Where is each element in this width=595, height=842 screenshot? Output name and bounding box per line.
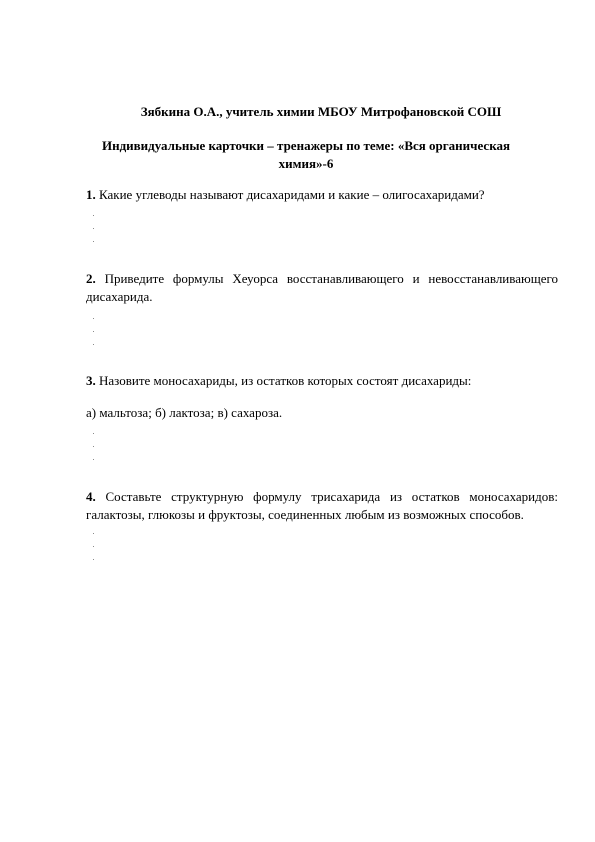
question-3-number: 3. (86, 373, 96, 388)
question-1-text: Какие углеводы называют дисахаридами и какие – олигосахаридами? (95, 187, 485, 202)
answer-space-3 (93, 433, 97, 472)
question-3-options: а) мальтоза; б) лактоза; в) сахароза. (86, 405, 283, 420)
question-4-text: Составьте структурную формулу трисахарида из остатков моносахаридов: галактозы, глюкозы и фруктозы, соединенных любым из возможных способов. (86, 489, 558, 522)
author-line: Зябкина О.А., учитель химии МБОУ Митрофановской СОШ (140, 104, 502, 119)
question-2 (86, 270, 558, 306)
question-1 (86, 186, 558, 204)
answer-space-2 (93, 318, 97, 357)
question-1-number: 1. (86, 187, 96, 202)
answer-space-4 (93, 533, 97, 572)
worksheet-topic: Индивидуальные карточки – тренажеры по теме: «Вся органическая химия»-6 (101, 138, 511, 171)
question-4 (86, 488, 558, 524)
question-3-text: Назовите моносахариды, из остатков которых состоят дисахариды: (95, 373, 472, 388)
question-4-number: 4. (86, 489, 96, 504)
question-2-text: Приведите формулы Хеуорса восстанавливающего и невосстанавливающего дисахарида. (86, 271, 558, 304)
answer-space-1 (93, 215, 97, 254)
question-3 (86, 372, 558, 390)
question-2-number: 2. (86, 271, 96, 286)
